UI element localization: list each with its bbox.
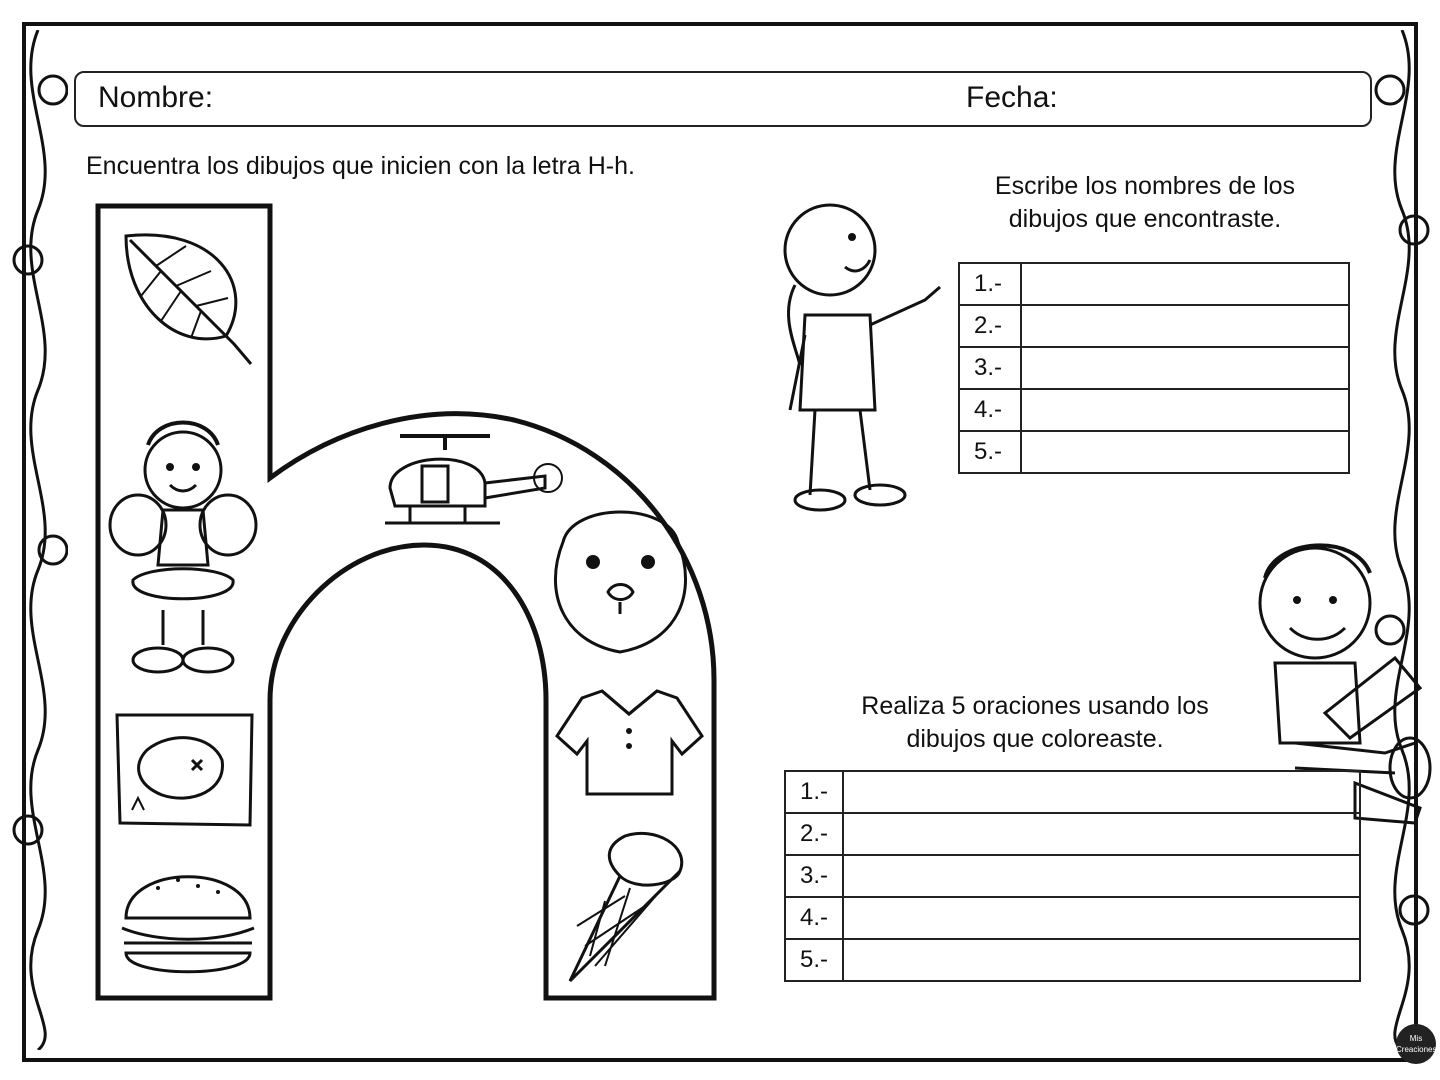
name-date-header	[74, 71, 1372, 127]
sentences-instruction: Realiza 5 oraciones usando los dibujos que coloreaste.	[861, 692, 1209, 753]
row-number: 3.-	[959, 347, 1021, 389]
sentences-table	[784, 770, 1361, 982]
write-line[interactable]	[1021, 389, 1349, 431]
name-label: Nombre:	[98, 81, 214, 114]
girl-pointing-icon	[740, 195, 950, 515]
row-number: 5.-	[959, 431, 1021, 473]
write-names-instruction: Escribe los nombres de los dibujos que encontraste.	[994, 172, 1296, 233]
row-number: 5.-	[785, 939, 843, 981]
row-number: 1.-	[785, 771, 843, 813]
write-line[interactable]	[843, 813, 1360, 855]
write-line[interactable]	[1021, 431, 1349, 473]
find-instruction: Encuentra los dibujos que inicien con la letra H-h.	[86, 152, 635, 180]
shirt-icon	[552, 686, 707, 798]
fairy-icon	[108, 405, 258, 685]
row-number: 4.-	[785, 897, 843, 939]
date-label: Fecha:	[966, 81, 1058, 114]
leaf-icon	[116, 226, 256, 366]
row-number: 2.-	[959, 305, 1021, 347]
write-line[interactable]	[843, 897, 1360, 939]
left-vine-decoration	[8, 30, 68, 1050]
table-row	[959, 347, 1349, 389]
table-row	[959, 389, 1349, 431]
table-row	[785, 771, 1360, 813]
hamburger-icon	[118, 858, 258, 983]
write-line[interactable]	[1021, 347, 1349, 389]
table-row	[785, 939, 1360, 981]
row-number: 2.-	[785, 813, 843, 855]
names-table	[958, 262, 1350, 474]
map-icon	[112, 710, 257, 830]
row-number: 4.-	[959, 389, 1021, 431]
table-row	[959, 431, 1349, 473]
row-number: 1.-	[959, 263, 1021, 305]
write-line[interactable]	[1021, 263, 1349, 305]
brand-logo: Mis Creaciones	[1396, 1024, 1436, 1064]
write-line[interactable]	[1021, 305, 1349, 347]
table-row	[959, 305, 1349, 347]
write-line[interactable]	[843, 855, 1360, 897]
write-line[interactable]	[843, 771, 1360, 813]
table-row	[785, 813, 1360, 855]
write-line[interactable]	[843, 939, 1360, 981]
table-row	[785, 897, 1360, 939]
row-number: 3.-	[785, 855, 843, 897]
ice-cream-icon	[565, 826, 695, 986]
table-row	[959, 263, 1349, 305]
table-row	[785, 855, 1360, 897]
hamster-icon	[548, 502, 693, 660]
